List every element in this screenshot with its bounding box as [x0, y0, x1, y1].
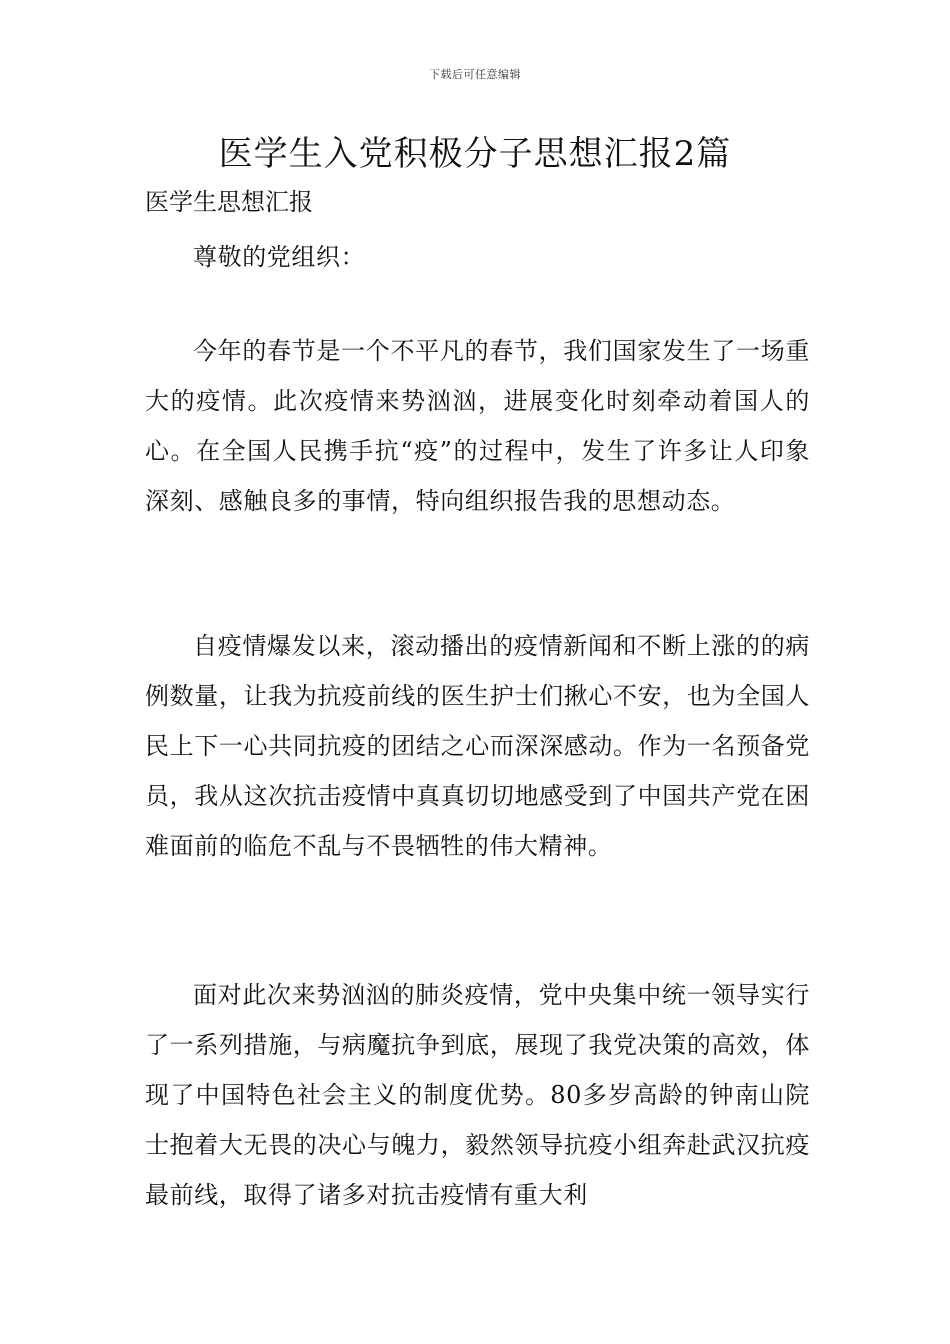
header-note: 下载后可任意编辑	[429, 68, 521, 81]
paragraph-2: 自疫情爆发以来，滚动播出的疫情新闻和不断上涨的的病例数量，让我为抗疫前线的医生护士们揪心不安，也为全国人民上下一心共同抗疫的团结之心而深深感动。作为一名预备党员，我从这次抗击疫情中真真切切地感受到了中国共产党在困难面前的临危不乱与不畏牺牲的伟大精神。	[145, 632, 810, 860]
paragraph-3: 面对此次来势汹汹的肺炎疫情，党中央集中统一领导实行了一系列措施，与病魔抗争到底，展现了我党决策的高效，体现了中国特色社会主义的制度优势。80多岁高龄的钟南山院士抱着大无畏的决心与魄力，毅然领导抗疫小组奔赴武汉抗疫最前线，取得了诸多对抗击疫情有重大利	[145, 981, 810, 1209]
paragraph-1: 今年的春节是一个不平凡的春节，我们国家发生了一场重大的疫情。此次疫情来势汹汹，进展变化时刻牵动着国人的心。在全国人民携手抗“疫”的过程中，发生了许多让人印象深刻、感触良多的事情，特向组织报告我的思想动态。	[145, 337, 810, 515]
document-title: 医学生入党积极分子思想汇报2篇	[218, 134, 732, 174]
salutation: 尊敬的党组织：	[193, 243, 366, 271]
document-subtitle: 医学生思想汇报	[145, 188, 313, 216]
